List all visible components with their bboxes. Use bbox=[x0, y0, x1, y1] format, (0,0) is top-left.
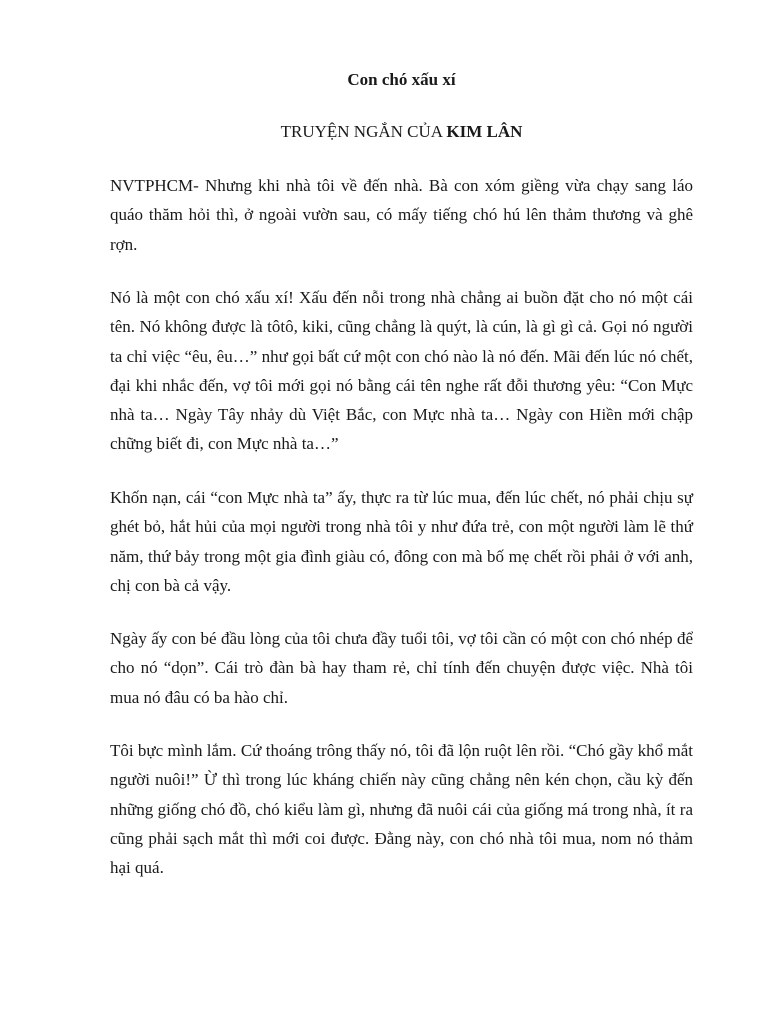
paragraph-3: Khốn nạn, cái “con Mực nhà ta” ấy, thực ra từ lúc mua, đến lúc chết, nó phải chịu sự ghét bỏ, hắt hủi của mọi người trong nhà tôi y như đứa trẻ, con một người làm lẽ thứ năm, thứ bảy trong một gia đình giàu có, đông con mà bố mẹ chết rồi phải ở với anh, chị con bà cả vậy. bbox=[110, 488, 693, 595]
author-name: KIM LÂN bbox=[446, 122, 523, 141]
subtitle-prefix: TRUYỆN NGẮN CỦA bbox=[280, 122, 447, 141]
paragraph-4: Ngày ấy con bé đầu lòng của tôi chưa đầy tuổi tôi, vợ tôi cần có một con chó nhép để cho nó “dọn”. Cái trò đàn bà hay tham rẻ, chỉ tính đến chuyện được việc. Nhà tôi mua nó đâu có ba hào chỉ. bbox=[110, 629, 693, 707]
story-title: Con chó xấu xí bbox=[347, 70, 456, 89]
paragraph-5: Tôi bực mình lắm. Cứ thoáng trông thấy nó, tôi đã lộn ruột lên rồi. “Chó gầy khổ mắt người nuôi!” Ừ thì trong lúc kháng chiến này cũng chẳng nên kén chọn, cầu kỳ đến những giống chó đồ, chó kiểu làm gì, nhưng đã nuôi cái của giống má trong nhà, ít ra cũng phải sạch mắt thì mới coi được. Đằng này, con chó nhà tôi mua, nom nó thảm hại quá. bbox=[110, 741, 693, 878]
story-subtitle bbox=[110, 121, 693, 143]
paragraph-2: Nó là một con chó xấu xí! Xấu đến nỗi trong nhà chẳng ai buồn đặt cho nó một cái tên. Nó không được là tôtô, kiki, cũng chẳng là quýt, là cún, là gì gì cả. Gọi nó người ta chỉ việc “êu, êu…” như gọi bất cứ một con chó nào là nó đến. Mãi đến lúc nó chết, đại khi nhắc đến, vợ tôi mới gọi nó bằng cái tên nghe rất đỗi thương yêu: “Con Mực nhà ta… Ngày Tây nhảy dù Việt Bắc, con Mực nhà ta… Ngày con Hiền mới chập chững biết đi, con Mực nhà ta…” bbox=[110, 288, 693, 454]
paragraph-1: NVTPHCM- Nhưng khi nhà tôi về đến nhà. Bà con xóm giềng vừa chạy sang láo quáo thăm hỏi thì, ở ngoài vườn sau, có mấy tiếng chó hú lên thảm thương và ghê rợn. bbox=[110, 176, 693, 254]
